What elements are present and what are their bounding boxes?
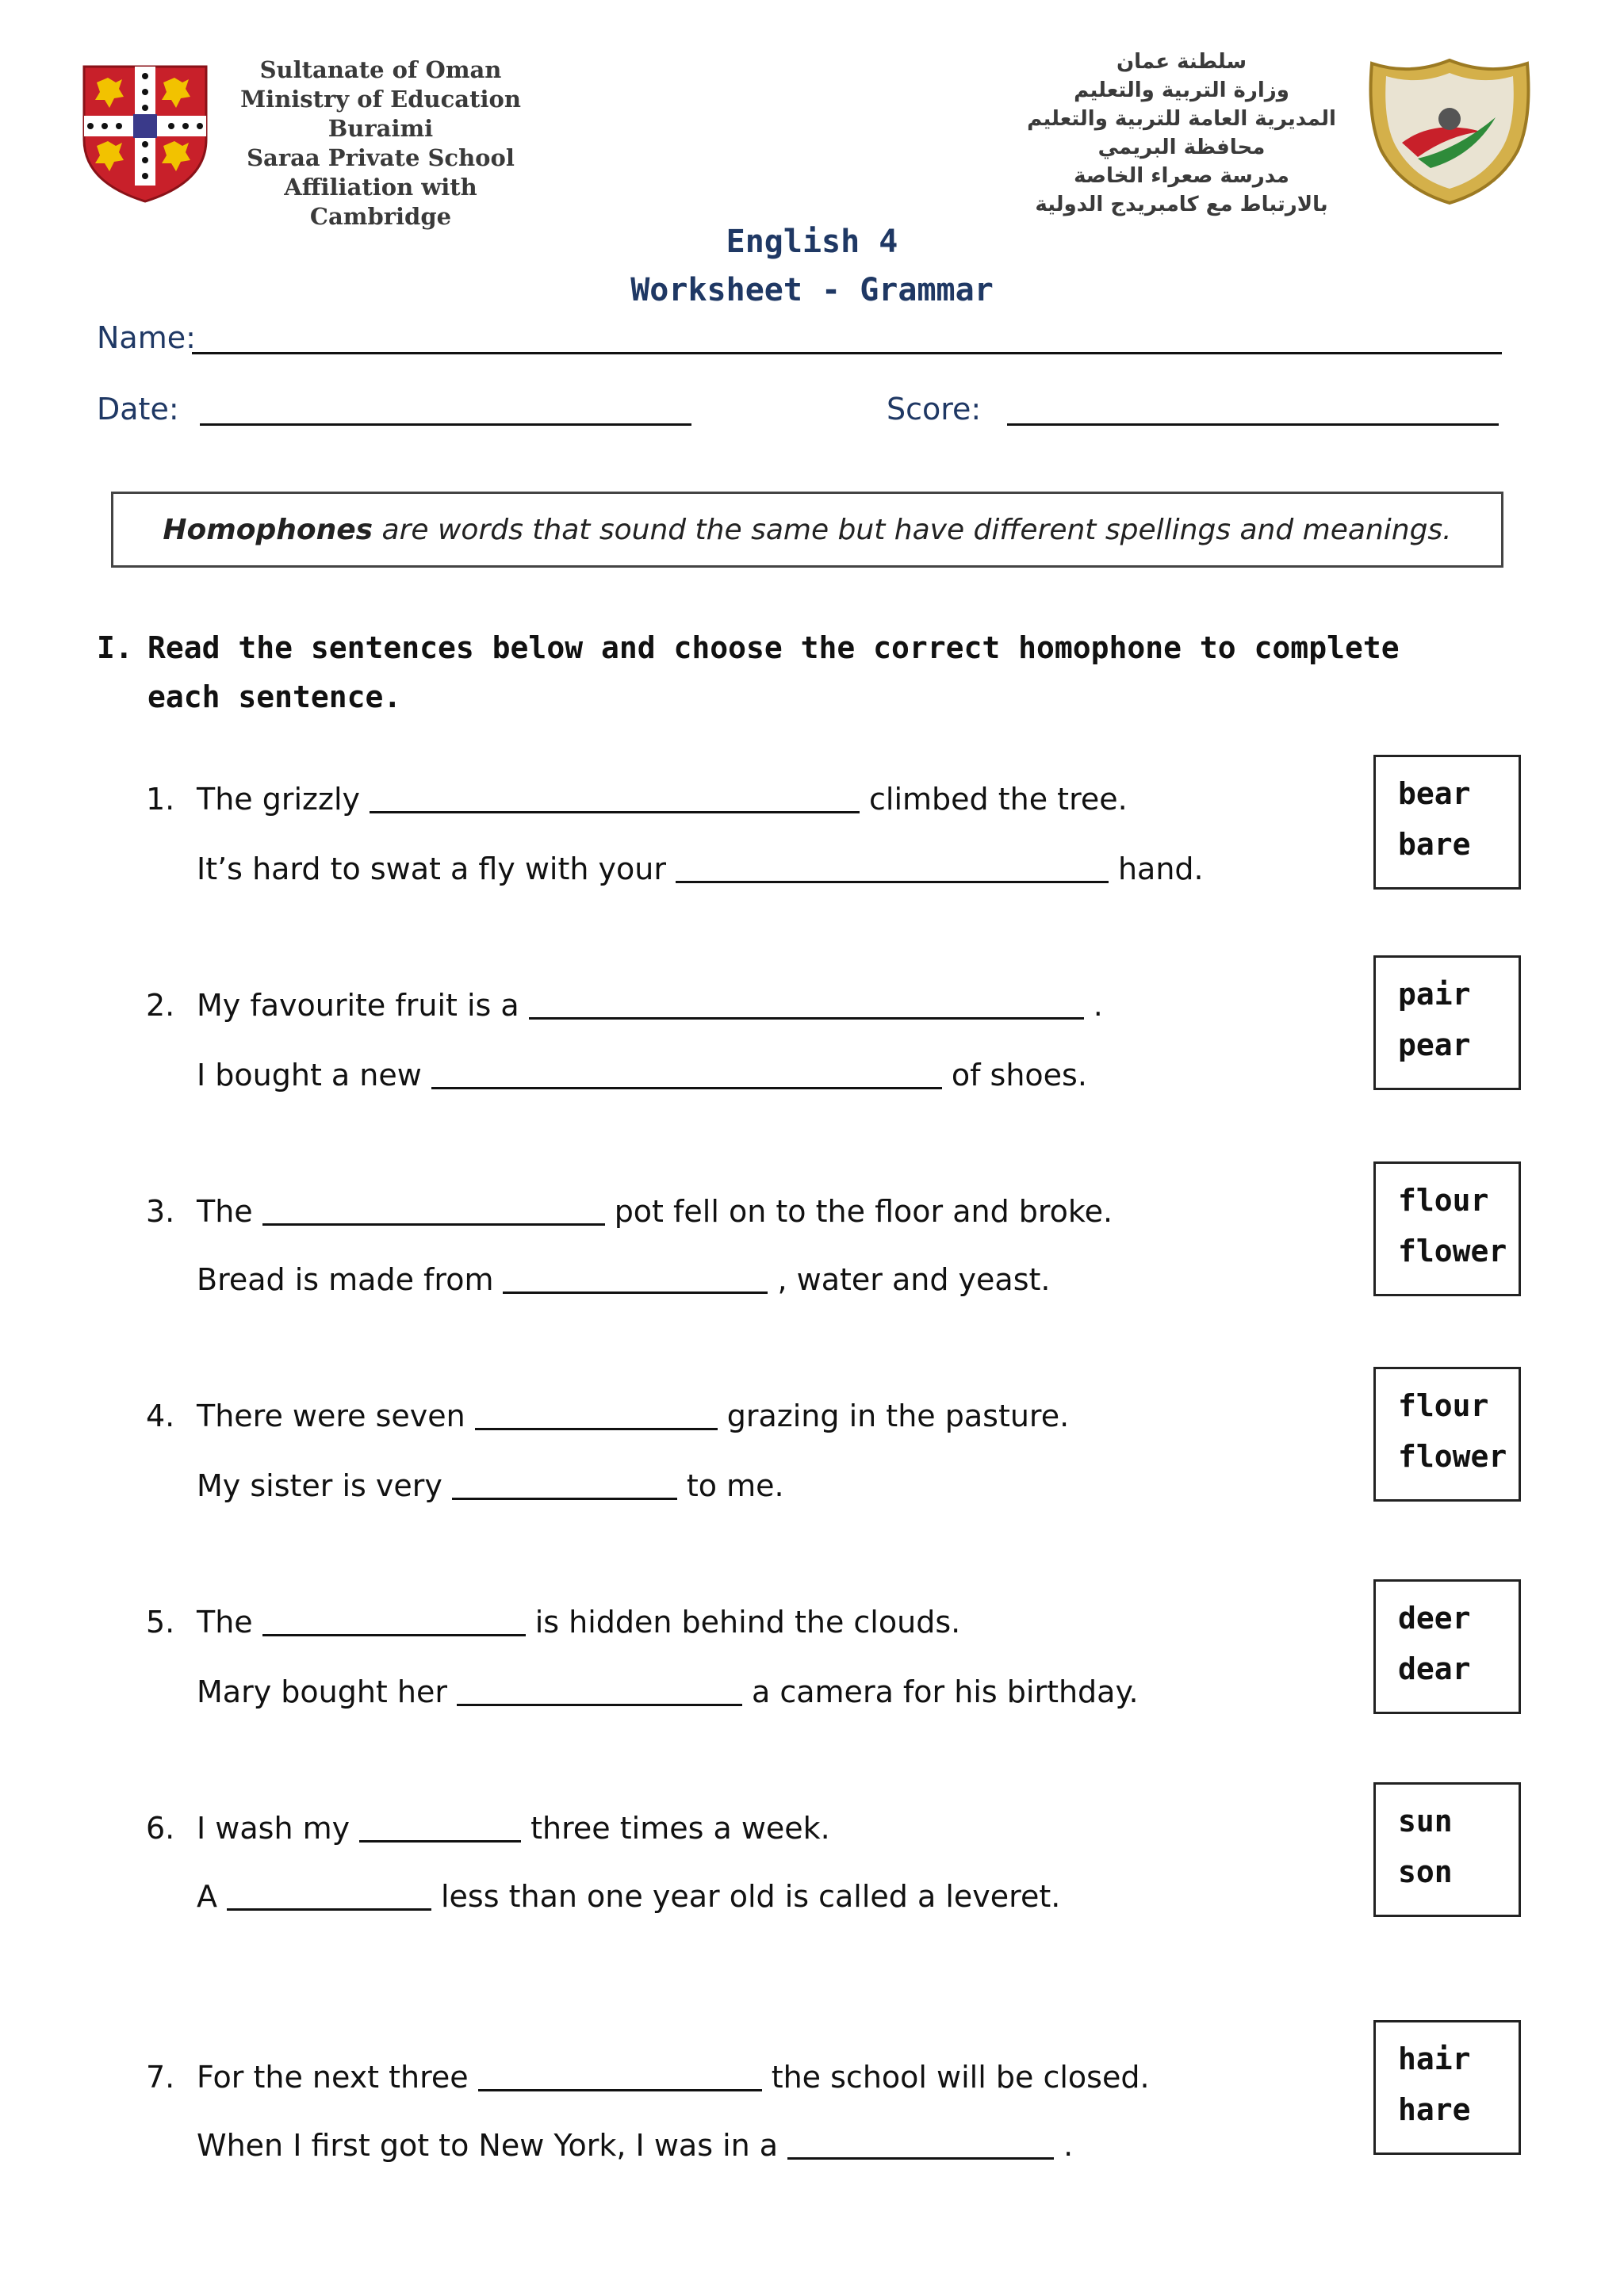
question-number: 2.	[146, 988, 175, 1023]
word-option: hair	[1398, 2042, 1471, 2076]
question-line	[197, 1058, 1087, 1093]
sentence-text: The	[197, 1194, 253, 1229]
header-line: سلطنة عمان	[1116, 50, 1247, 74]
question-line	[197, 851, 1204, 886]
word-option: dear	[1398, 1651, 1471, 1686]
sentence-text: .	[1093, 988, 1103, 1023]
word-option: pair	[1398, 977, 1471, 1012]
answer-blank[interactable]	[359, 1835, 521, 1843]
question-number: 5.	[146, 1605, 175, 1640]
header-line: Buraimi	[327, 115, 434, 142]
question-number: 7.	[146, 2060, 175, 2095]
answer-blank[interactable]	[452, 1493, 677, 1500]
answer-blank[interactable]	[503, 1287, 768, 1294]
word-option: bear	[1398, 776, 1471, 811]
instruction-number: I.	[97, 630, 133, 665]
cambridge-crest-logo	[81, 63, 209, 205]
word-choice-box	[1373, 1367, 1521, 1502]
word-option: deer	[1398, 1601, 1471, 1636]
sentence-text: of shoes.	[951, 1058, 1087, 1093]
question-number: 6.	[146, 1811, 175, 1846]
word-choice-box	[1373, 1782, 1521, 1917]
question-number: 1.	[146, 782, 175, 817]
question-line	[197, 1468, 784, 1503]
header-line: Affiliation with Cambridge	[284, 174, 477, 230]
date-label: Date:	[97, 392, 179, 427]
word-option: flower	[1398, 1439, 1507, 1474]
word-option: hare	[1398, 2092, 1471, 2127]
answer-blank[interactable]	[787, 2152, 1054, 2160]
question-line	[197, 1811, 830, 1846]
word-option: pear	[1398, 1027, 1471, 1062]
word-choice-box	[1373, 1579, 1521, 1714]
question-number: 3.	[146, 1194, 175, 1229]
word-option: son	[1398, 1854, 1453, 1889]
sentence-text: three times a week.	[530, 1811, 830, 1846]
header-line: Ministry of Education	[240, 86, 521, 113]
sentence-text: I bought a new	[197, 1058, 422, 1093]
question-line	[197, 1399, 1069, 1433]
word-choice-box	[1373, 755, 1521, 890]
answer-blank[interactable]	[475, 1423, 718, 1430]
date-field[interactable]	[200, 423, 691, 426]
sentence-text: hand.	[1117, 851, 1204, 886]
sentence-text: It’s hard to swat a fly with your	[197, 851, 666, 886]
header-line: وزارة التربية والتعليم	[1074, 78, 1289, 102]
name-label: Name:	[97, 320, 196, 355]
definition-term: Homophones	[163, 513, 373, 546]
score-label: Score:	[887, 392, 982, 427]
header-line: محافظة البريمي	[1097, 136, 1266, 159]
sentence-text: Mary bought her	[197, 1674, 447, 1709]
word-choice-box	[1373, 1161, 1521, 1296]
word-option: flower	[1398, 1234, 1507, 1269]
question-line	[197, 1879, 1060, 1914]
word-option: flour	[1398, 1183, 1489, 1218]
sentence-text: My favourite fruit is a	[197, 988, 519, 1023]
sentence-text: , water and yeast.	[777, 1262, 1051, 1297]
worksheet-title: English 4	[726, 224, 898, 260]
answer-blank[interactable]	[370, 806, 860, 813]
question-line	[197, 782, 1128, 817]
sentence-text: I wash my	[197, 1811, 350, 1846]
header-line: Sultanate of Oman	[259, 56, 502, 83]
answer-blank[interactable]	[478, 2084, 762, 2091]
definition-text: are words that sound the same but have different spellings and meanings.	[373, 513, 1452, 546]
sentence-text: The grizzly	[197, 782, 360, 817]
word-option: sun	[1398, 1804, 1453, 1839]
question-line	[197, 1194, 1113, 1229]
header-line: بالارتباط مع كامبريدج الدولية	[1035, 193, 1328, 216]
word-option: flour	[1398, 1388, 1489, 1423]
answer-blank[interactable]	[262, 1629, 526, 1636]
answer-blank[interactable]	[529, 1012, 1084, 1020]
sentence-text: grazing in the pasture.	[726, 1399, 1070, 1433]
question-line	[197, 1674, 1139, 1709]
answer-blank[interactable]	[431, 1082, 942, 1089]
sentence-text: When I first got to New York, I was in a	[197, 2128, 779, 2163]
header-line: Saraa Private School	[247, 144, 515, 171]
question-line	[197, 2128, 1073, 2163]
sentence-text: The	[197, 1605, 253, 1640]
answer-blank[interactable]	[262, 1219, 605, 1226]
sentence-text: For the next three	[197, 2060, 469, 2095]
question-line	[197, 988, 1103, 1023]
sentence-text: climbed the tree.	[869, 782, 1128, 817]
answer-blank[interactable]	[227, 1904, 431, 1911]
sentence-text: is hidden behind the clouds.	[534, 1605, 961, 1640]
sentence-text: My sister is very	[197, 1468, 442, 1503]
sentence-text: Bread is made from	[197, 1262, 494, 1297]
definition-box	[111, 492, 1503, 568]
sentence-text: a camera for his birthday.	[752, 1674, 1139, 1709]
sentence-text: less than one year old is called a leveret.	[441, 1879, 1061, 1914]
question-line	[197, 1605, 960, 1640]
instruction	[97, 623, 1429, 721]
question-line	[197, 1262, 1051, 1297]
header-line: المديرية العامة للتربية والتعليم	[1027, 107, 1336, 131]
sentence-text: A	[197, 1879, 217, 1914]
score-field[interactable]	[1007, 423, 1499, 426]
sentence-text: There were seven	[197, 1399, 465, 1433]
school-header-arabic	[1007, 48, 1356, 219]
name-field[interactable]	[192, 352, 1502, 354]
sentence-text: .	[1063, 2128, 1074, 2163]
sentence-text: to me.	[686, 1468, 784, 1503]
worksheet-subtitle: Worksheet - Grammar	[630, 272, 994, 308]
question-line	[197, 2060, 1150, 2095]
answer-blank[interactable]	[457, 1699, 742, 1706]
header-line: مدرسة صعراء الخاصة	[1074, 164, 1289, 188]
question-number: 4.	[146, 1399, 175, 1433]
sentence-text: pot fell on to the floor and broke.	[614, 1194, 1113, 1229]
answer-blank[interactable]	[676, 876, 1109, 883]
sentence-text: the school will be closed.	[771, 2060, 1150, 2095]
word-option: bare	[1398, 827, 1471, 862]
word-choice-box	[1373, 2020, 1521, 2155]
word-choice-box	[1373, 955, 1521, 1090]
school-header-english	[214, 55, 547, 232]
instruction-text: Read the sentences below and choose the correct homophone to complete each sentence.	[147, 630, 1400, 714]
school-shield-logo	[1362, 55, 1537, 206]
